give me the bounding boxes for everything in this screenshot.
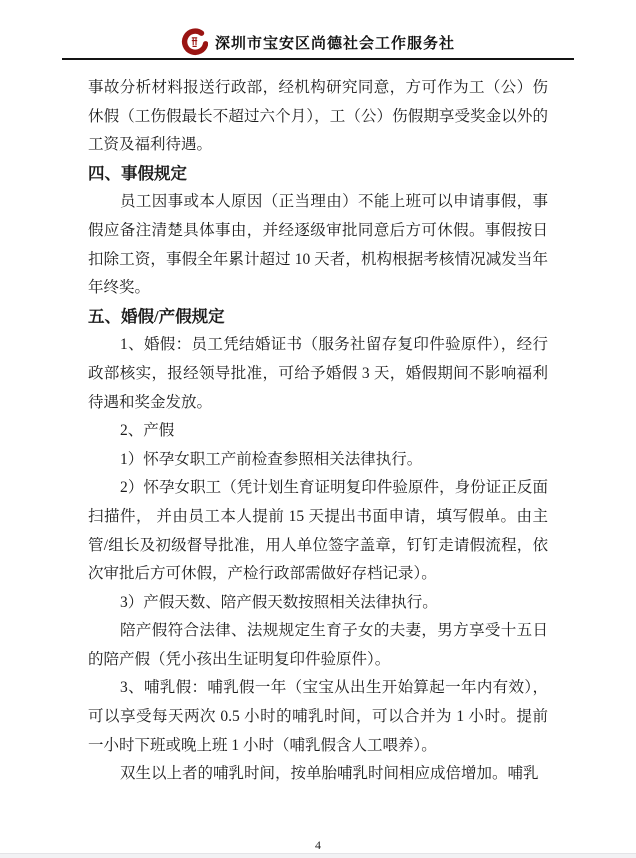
paragraph: 2）怀孕女职工（凭计划生育证明复印件验原件，身份证正反面扫描件， 并由员工本人提前 15 天提出书面申请，填写假单。由主管/组长及初级督导批准，用人单位签字盖章，钉钉走请假流程，依次审批后方可休假，产检行政部需做好存档记录）。 xyxy=(88,479,548,583)
paragraph: 2、产假 xyxy=(120,422,175,440)
paragraph: 员工因事或本人原因（正当理由）不能上班可以申请事假，事假应备注清楚具体事由，并经逐级审批同意后方可休假。事假按日扣除工资，事假全年累计超过 10 天者，机构根据考核情况减发当年年终奖。 xyxy=(88,193,548,297)
org-logo-icon xyxy=(181,28,208,56)
paragraph: 1）怀孕女职工产前检查参照相关法律执行。 xyxy=(120,450,423,468)
paragraph: 3、哺乳假：哺乳假一年（宝宝从出生开始算起一年内有效），可以享受每天两次 0.5 小时的哺乳时间，可以合并为 1 小时。提前一小时下班或晚上班 1 小时（哺乳假含人工喂养）。 xyxy=(88,679,548,754)
paragraph: 陪产假符合法律、法规规定生育子女的夫妻，男方享受十五日的陪产假（凭小孩出生证明复印件验原件）。 xyxy=(88,622,548,668)
page-number: 4 xyxy=(315,838,321,852)
section-heading: 四、事假规定 xyxy=(88,163,187,183)
page-header xyxy=(62,26,574,60)
paragraph: 3）产假天数、陪产假天数按照相关法律执行。 xyxy=(120,593,438,611)
page-edge xyxy=(0,853,636,858)
document-body xyxy=(88,74,548,789)
paragraph: 双生以上者的哺乳时间，按单胎哺乳时间相应成倍增加。哺乳 xyxy=(120,765,539,783)
paragraph: 1、婚假：员工凭结婚证书（服务社留存复印件验原件），经行政部核实，报经领导批准，可给予婚假 3 天，婚假期间不影响福利待遇和奖金发放。 xyxy=(88,336,548,411)
page-footer xyxy=(0,838,636,853)
paragraph: 事故分析材料报送行政部，经机构研究同意，方可作为工（公）伤休假（工伤假最长不超过六个月），工（公）伤假期享受奖金以外的工资及福利待遇。 xyxy=(88,79,548,154)
org-name: 深圳市宝安区尚德社会工作服务社 xyxy=(214,35,455,52)
section-heading: 五、婚假/产假规定 xyxy=(88,306,225,326)
